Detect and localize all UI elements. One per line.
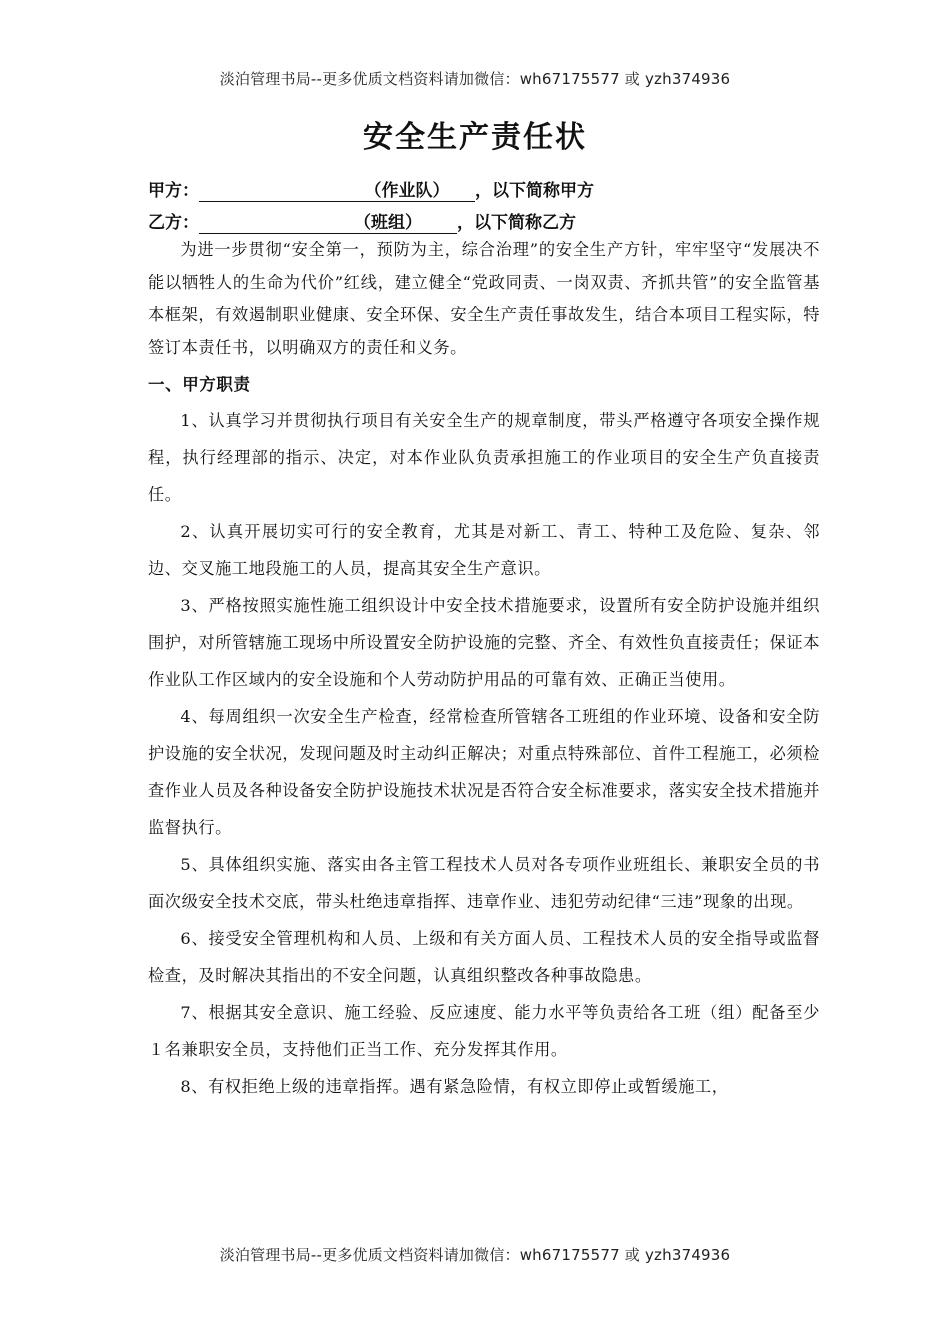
party-a-blank-field — [199, 181, 475, 202]
document-title: 安全生产责任状 — [363, 120, 587, 155]
duty-item-5: 5、具体组织实施、落实由各主管工程技术人员对各专项作业班组长、兼职安全员的书面次级安全技术交底，带头杜绝违章指挥、违章作业、违犯劳动纪律“三违”现象的出现。 — [148, 855, 820, 912]
footer-watermark-note: 淡泊管理书局--更多优质文档资料请加微信：wh67175577 或 yzh374936 — [219, 1246, 731, 1264]
duty-item-7: 7、根据其安全意识、施工经验、反应速度、能力水平等负责给各工班（组）配备至少１名兼职安全员，支持他们正当工作、充分发挥其作用。 — [148, 1003, 820, 1060]
party-b-label: 乙方： — [148, 213, 199, 233]
party-b-blank-field — [199, 213, 457, 234]
party-b-unit: （班组） — [354, 213, 422, 233]
duty-item-4: 4、每周组织一次安全生产检查，经常检查所管辖各工班组的作业环境、设备和安全防护设施的安全状况，发现问题及时主动纠正解决；对重点特殊部位、首件工程施工，必须检查作业人员及各种设备安全防护设施技术状况是否符合安全标准要求，落实安全技术措施并监督执行。 — [148, 707, 820, 838]
party-a-label: 甲方： — [148, 181, 199, 201]
duty-item-8: 8、有权拒绝上级的违章指挥。遇有紧急险情，有权立即停止或暂缓施工， — [180, 1077, 729, 1097]
party-b-line — [148, 208, 576, 234]
party-a-unit: （作业队） — [364, 181, 450, 201]
duty-item-3: 3、严格按照实施性施工组织设计中安全技术措施要求，设置所有安全防护设施并组织围护，对所管辖施工现场中所设置安全防护设施的完整、齐全、有效性负直接责任；保证本作业队工作区域内的安全设施和个人劳动防护用品的可靠有效、正确正当使用。 — [148, 596, 820, 690]
section-heading-party-a-duties: 一、甲方职责 — [148, 375, 251, 395]
duty-item-2: 2、认真开展切实可行的安全教育，尤其是对新工、青工、特种工及危险、复杂、邻边、交叉施工地段施工的人员，提高其安全生产意识。 — [148, 522, 820, 579]
duty-item-6: 6、接受安全管理机构和人员、上级和有关方面人员、工程技术人员的安全指导或监督检查，及时解决其指出的不安全问题，认真组织整改各种事故隐患。 — [148, 929, 820, 986]
party-a-line — [148, 176, 594, 202]
intro-paragraph: 为进一步贯彻“安全第一，预防为主，综合治理”的安全生产方针，牢牢坚守“发展决不能以牺牲人的生命为代价”红线，建立健全“党政同责、一岗双责、齐抓共管”的安全监管基本框架，有效遏制职业健康、安全环保、安全生产责任事故发生，结合本项目工程实际，特签订本责任书，以明确双方的责任和义务。 — [148, 240, 820, 357]
party-a-suffix: ，以下简称甲方 — [475, 181, 594, 201]
document-body — [148, 234, 820, 1105]
party-b-suffix: ，以下简称乙方 — [457, 213, 576, 233]
header-watermark-note: 淡泊管理书局--更多优质文档资料请加微信：wh67175577 或 yzh374936 — [219, 70, 731, 88]
duty-item-1: 1、认真学习并贯彻执行项目有关安全生产的规章制度，带头严格遵守各项安全操作规程，执行经理部的指示、决定，对本作业队负责承担施工的作业项目的安全生产负直接责任。 — [148, 411, 820, 505]
